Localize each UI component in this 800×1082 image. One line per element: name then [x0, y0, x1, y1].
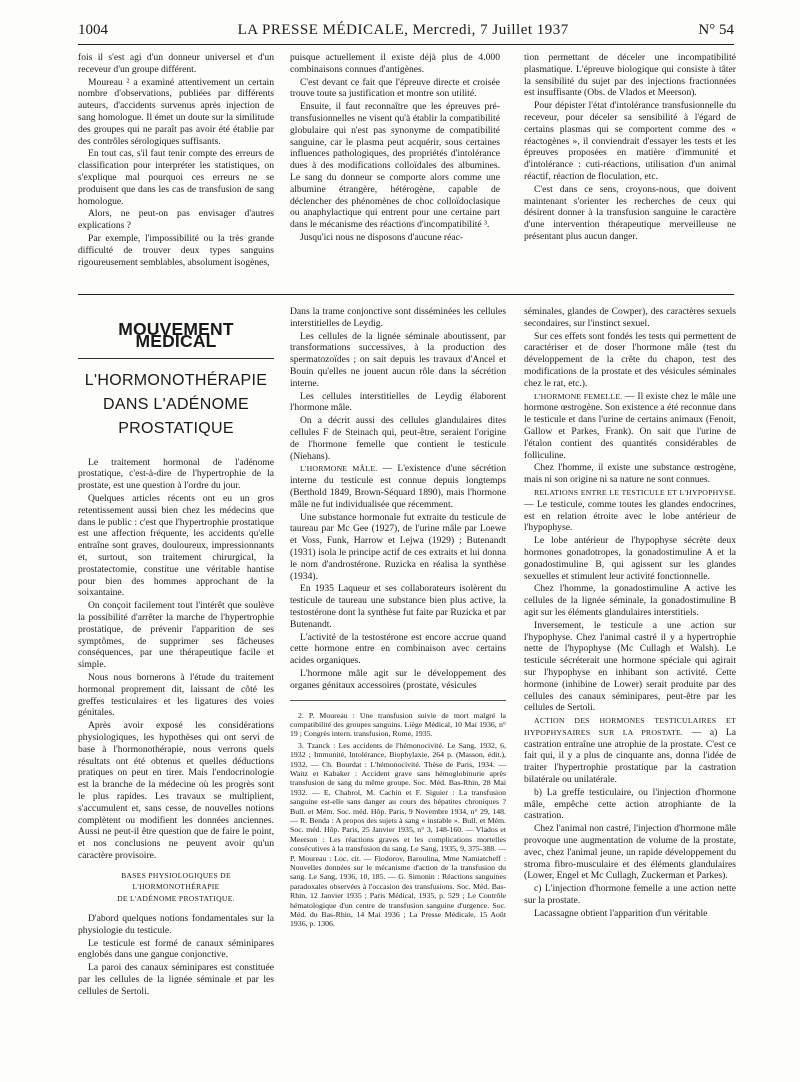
paragraph: Par exemple, l'impossibilité ou la très grande difficulté de trouver deux types sanguins rigoureusement semblables, absolument isogènes, — [78, 232, 274, 268]
paragraph: L'activité de la testostérone est encore accrue quand cette hormone entre en combinaison avec certains acides organiques. — [290, 631, 506, 667]
issue-number: N° 54 — [698, 22, 734, 38]
paragraph: D'abord quelques notions fondamentales sur la physiologie du testicule. — [78, 913, 274, 936]
paragraph: Dans la trame conjonctive sont disséminées les cellules interstitielles de Leydig. — [290, 306, 506, 329]
paragraph: Chez l'animal non castré, l'injection d'hormone mâle provoque une augmentation de volume de la prostate, avec, chez l'animal jeune, un rapide développement du stroma fibro-musculaire et des éléments glandulaires (Lower, Engel et Mc Cullagh, Zuckerman et Parkes). — [524, 823, 736, 882]
footnote-rule — [290, 700, 506, 701]
subsection-heading-line: BASES PHYSIOLOGIQUES DE L'HORMONOTHÉRAPIE — [121, 870, 231, 892]
paragraph: c) L'injection d'hormone femelle a une action nette sur la prostate. — [524, 883, 736, 907]
top-column-1 — [78, 52, 274, 269]
article-title-line: PROSTATIQUE — [118, 419, 234, 437]
paragraph: Nous nous bornerons à l'étude du traitement hormonal proprement dit, laissant de côté les greffes testiculaires et les ligatures des voies génitales. — [78, 671, 274, 719]
footnotes — [290, 711, 506, 929]
paragraph-text: — Le testicule, comme toutes les glandes endocrines, est en relation étroite avec le lobe antérieur de l'hypophyse. — [524, 498, 736, 534]
paragraph: b) La greffe testiculaire, ou l'injection d'hormone mâle, empêche cette action atrophiante de la castration. — [524, 786, 736, 822]
paragraph: Les cellules interstitielles de Leydig élaborent l'hormone mâle. — [290, 390, 506, 414]
paragraph — [524, 487, 736, 534]
paragraph: Le traitement hormonal de l'adénome prostatique, c'est-à-dire de l'hypertrophie de la prostate, est une question à l'ordre du jour. — [78, 456, 274, 492]
page-number: 1004 — [78, 22, 108, 38]
paragraph-lead: ACTION DES HORMONES TESTICULAIRES ET HYPOPHYSAIRES SUR LA PROSTATE. — [524, 716, 736, 737]
paragraph: Ensuite, il faut reconnaître que les épreuves pré-transfusionnelles ne visent qu'à établir la compatibilité globulaire qui n'est pas synonyme de compatibilité sanguine, car le plasma peut acquérir, sous certaines influences pathologiques, des propriétés d'intolérance dues à des modifications colloïdales des albumines. Le sang du donneur se comporte alors comme une albumine étrangère, hétérogène, capable de déclencher des phénomènes de choc colloïdoclasique ou anaphylactique qui entrent pour une certaine part dans le mécanisme des réactions d'incompatibilité ³. — [290, 101, 500, 231]
subsection-heading — [78, 870, 274, 905]
section-title: MOUVEMENT MÉDICAL — [118, 319, 234, 351]
paragraph: Lacassagne obtient l'apparition d'un véritable — [534, 907, 708, 919]
paragraph: Moureau ² a examiné attentivement un certain nombre d'observations, publiées par différents auteurs, d'accidents survenus après injection de sang homologue. Il émet un doute sur la similitude des groupes qui ne paraît pas avoir été établie par des contrôles sérologiques suffisants. — [78, 76, 274, 147]
section-divider — [78, 294, 734, 295]
paragraph: C'est dans ce sens, croyons-nous, que doivent maintenant s'orienter les recherches de ceux qui désirent donner à la transfusion sanguine le caractère d'une intervention thérapeutique merveilleuse ne présentant plus aucun danger. — [524, 183, 736, 242]
title-rule — [78, 358, 274, 359]
paragraph: En 1935 Laqueur et ses collaborateurs isolèrent du testicule de taureau une substance bien plus active, la testostérone dont la synthèse fut faite par Ruzicka et par Butenandt. — [290, 583, 506, 630]
paragraph: Après avoir exposé les considérations physiologiques, les hypothèses qui ont servi de base à l'hormonothérapie, nous verrons quels résultats ont été obtenus et quelles déductions pratiques on peut en tirer. Mais l'endocrinologie est la branche de la médecine où les progrès sont le plus rapides. Les travaux se multiplient, s'accumulent et, sans cesse, de nouvelles notions complètent ou modifient les données anciennes. Aussi ne peut-il être question que de faire le point, et nos conclusions ne peuvent avoir qu'un caractère provisoire. — [78, 720, 274, 861]
paragraph — [524, 715, 736, 786]
paragraph: puisque actuellement il existe déjà plus de 4.000 combinaisons connues d'antigènes. — [290, 52, 500, 75]
paragraph: Alors, ne peut-on pas envisager d'autres explications ? — [78, 208, 274, 232]
paragraph — [524, 391, 736, 462]
paragraph: On a décrit aussi des cellules glandulaires dites cellules F de Steinach qui, peut-être, seraient l'origine de l'hormone femelle que contient le testicule (Niehans). — [290, 415, 506, 462]
article-title-line: DANS L'ADÉNOME — [103, 395, 249, 413]
paragraph — [290, 463, 506, 510]
paragraph: Inversement, le testicule a une action sur l'hypophyse. Chez l'animal castré il y a hypertrophie nette de l'hypophyse (Mc Cullagh et Walsh). Le testicule sécréterait une hormone spéciale qui agirait sur l'hypophyse en inhibant son activité. Cette hormone (inhibine de Lower) serait produite par des cellules des canaux séminipares, peut-être par les cellules de Sertoli. — [524, 619, 736, 714]
paragraph-text: — Il existe chez le mâle une hormone œstrogène. Son existence a été reconnue dans le testicule et dans l'urine de certains animaux (Fenoit, Gallow et Parkes, Frank). On sait que l'urine de l'étalon contient des quantités considérables de folliculine. — [524, 390, 736, 461]
paragraph: Les cellules de la lignée séminale aboutissent, par transformations successives, à la production des spermatozoïdes ; on sait depuis les travaux d'Ancel et Bouin qu'elles ne jouent aucun rôle dans la sécrétion interne. — [290, 330, 506, 389]
paragraph-lead: RELATIONS ENTRE LE TESTICULE ET L'HYPOPHYSE. — [534, 487, 736, 497]
journal-date-line: LA PRESSE MÉDICALE, Mercredi, 7 Juillet 1937 — [237, 22, 569, 38]
paragraph: C'est devant ce fait que l'épreuve directe et croisée trouve toute sa justification et montre son utilité. — [290, 76, 500, 100]
top-column-2 — [290, 52, 500, 245]
paragraph-lead: L'HORMONE MÂLE. — [300, 464, 378, 474]
top-column-3 — [524, 52, 736, 244]
paragraph: Une substance hormonale fut extraite du testicule de taureau par Mc Gee (1927), de l'urine mâle par Loewe et Voss, Funk, Harrow et Lejwa (1929) ; Butenandt (1931) isola le principe actif de ces extraits et lui donna le nom d'androstérone. Ruzicka en réalisa la synthèse (1934). — [290, 511, 506, 582]
article-title — [78, 369, 274, 441]
paragraph: On conçoit facilement tout l'intérêt que soulève la possibilité d'arrêter la marche de l'hypertrophie prostatique, de prévenir l'apparition de ses symptômes, de supprimer ses fâcheuses conséquences, par une thérapeutique facile et simple. — [78, 600, 274, 671]
article-column-3 — [524, 306, 736, 921]
footnote: 2. P. Moureau : Une transfusion suivie de mort malgré la compatibilité des groupes sanguins. Liège Médical, 10 Mai 1936, n° 19 ; Congrès intern. transfusion, Rome, 1935. — [290, 710, 506, 739]
paragraph: Quelques articles récents ont eu un gros retentissement aussi bien chez les médecins que dans le public : c'est que l'hypertrophie prostatique est une affection fréquente, les accidents qu'elle entraîne sont graves, douloureux, impressionnants et, surtout, son traitement chirurgical, la prostatectomie, constitue une véritable hantise pour bien des hommes approchant de la soixantaine. — [78, 492, 274, 599]
paragraph: La paroi des canaux séminipares est constituée par les cellules de la lignée séminale et par les cellules de Sertoli. — [78, 962, 274, 997]
paragraph: Pour dépister l'état d'intolérance transfusionnelle du receveur, pour déceler sa sensibilité à l'égard de certains plasmas qui se comportent comme des « réactogènes », il conviendrait d'essayer les tests et les épreuves proposées en matière d'immunité et d'intolérance : cuti-réactions, utilisation d'un animal réactif, réaction de floculation, etc. — [524, 100, 736, 182]
paragraph-lead: L'HORMONE FEMELLE. — [534, 391, 623, 401]
article-column-1 — [78, 306, 274, 999]
paragraph-text: — a) La castration entraîne une atrophie de la prostate. C'est ce fait qui, il y a plus de cinquante ans, donna l'idée de traiter l'hypertrophie prostatique par la castration bilatérale ou unilatérale. — [524, 726, 736, 786]
paragraph: Sur ces effets sont fondés les tests qui permettent de caractériser et de doser l'hormone mâle (test du développement de la crête du chapon, test des modifications de la prostate et des vésicules séminales chez le rat, etc.). — [524, 330, 736, 389]
paragraph-text: — L'existence d'une sécrétion interne du testicule est connue depuis longtemps (Berthold 1849, Brown-Séquard 1890), mais l'hormone mâle ne fut individualisée que récemment. — [290, 463, 506, 510]
subsection-heading-line: DE L'ADÉNOME PROSTATIQUE. — [117, 894, 235, 904]
article-column-2 — [290, 306, 506, 931]
paragraph: tion permettant de déceler une incompatibilité plasmatique. L'épreuve biologique qui consiste à tâter la sensibilité du sujet par des injections fractionnées est insuffisante (Obs. de Vlados et Meerson). — [524, 52, 736, 99]
paragraph: Le lobe antérieur de l'hypophyse sécrète deux hormones gonadotropes, la gonadostimuline A et la gonadostimuline B, qui agissent sur les glandes sexuelles et stimulent leur activité fonctionnelle. — [524, 535, 736, 582]
paragraph: fois il s'est agi d'un donneur universel et d'un receveur d'un groupe différent. — [78, 52, 274, 75]
paragraph: En tout cas, s'il faut tenir compte des erreurs de classification pour interpréter les statistiques, on s'explique mal pourquoi ces erreurs ne se produisent que dans les cas de transfusion de sang homologue. — [78, 148, 274, 207]
paragraph: séminales, glandes de Cowper), des caractères sexuels secondaires, sur l'instinct sexuel. — [524, 306, 736, 329]
paragraph: L'hormone mâle agit sur le développement des organes génitaux accessoires (prostate, vésicules — [290, 667, 506, 691]
paragraph: Jusqu'ici nous ne disposons d'aucune réac- — [300, 231, 464, 243]
paragraph: Le testicule est formé de canaux séminipares englobés dans une gangue conjonctive. — [78, 937, 274, 961]
page-header — [78, 22, 734, 45]
paragraph: Chez l'homme, la gonadostimuline A active les cellules de la lignée séminale, la gonadostimuline B agit sur les éléments glandulaires interstitiels. — [524, 583, 736, 618]
article-title-line: L'HORMONOTHÉRAPIE — [84, 371, 268, 389]
paragraph: Chez l'homme, il existe une substance œstrogène, mais ni son origine ni sa nature ne sont connues. — [524, 462, 736, 486]
footnote: 3. Tzanck : Les accidents de l'hémonocivité. Le Sang, 1932, 6, 1932 ; Immunité, Intolérance, Biophylaxie, 264 p. (Masson, édit.), 1932. — Ch. Bourdat : L'hémonocivité. Thèse de Paris, 1934. — Waitz et Kabaker : Accident grave sans hémoglobinurie après transfusion de sang du même groupe. Soc. Méd. Bas-Rhin, 28 Mai 1932. — E. Chabrol, M. Cachin et F. Siguier : La transfusion sanguine est-elle sans danger au cours des hépatites chroniques ? Bull. et Mém. Soc. méd. Hôp. Paris, 9 Novembre 1934, n° 29, 148. — R. Benda : A propos des sujets à sang « instable ». Bull. et Mém. Soc. méd. Hôp. Paris, 25 Janvier 1935, n° 3, 148-160. — Vlados et Meerson : Les réactions graves et les complications mortelles consécutives à la transfusion du sang. Le Sang, 1935, 9, 375-388. — P. Moureau : Loc. cit. — Fiodorov, Baroulina, Mme Namiatcheff : Nouvelles données sur le mécanisme d'action de la transfusion du sang. Le Sang, 1936, 10, 185. — G. Simonin : Réactions sanguines paradoxales observées à l'occasion des transfusions. Soc. Méd. Bas-Rhin, 12 Janvier 1935 ; Paris Médical, 1935, p. 529 ; Le Contrôle hématologique d'un centre de transfusion sanguine d'urgence. Soc. Méd. du Bas-Rhin, 14 Mai 1936 ; La Presse Médicale, 15 Août 1936, p. 1306. — [290, 740, 506, 929]
